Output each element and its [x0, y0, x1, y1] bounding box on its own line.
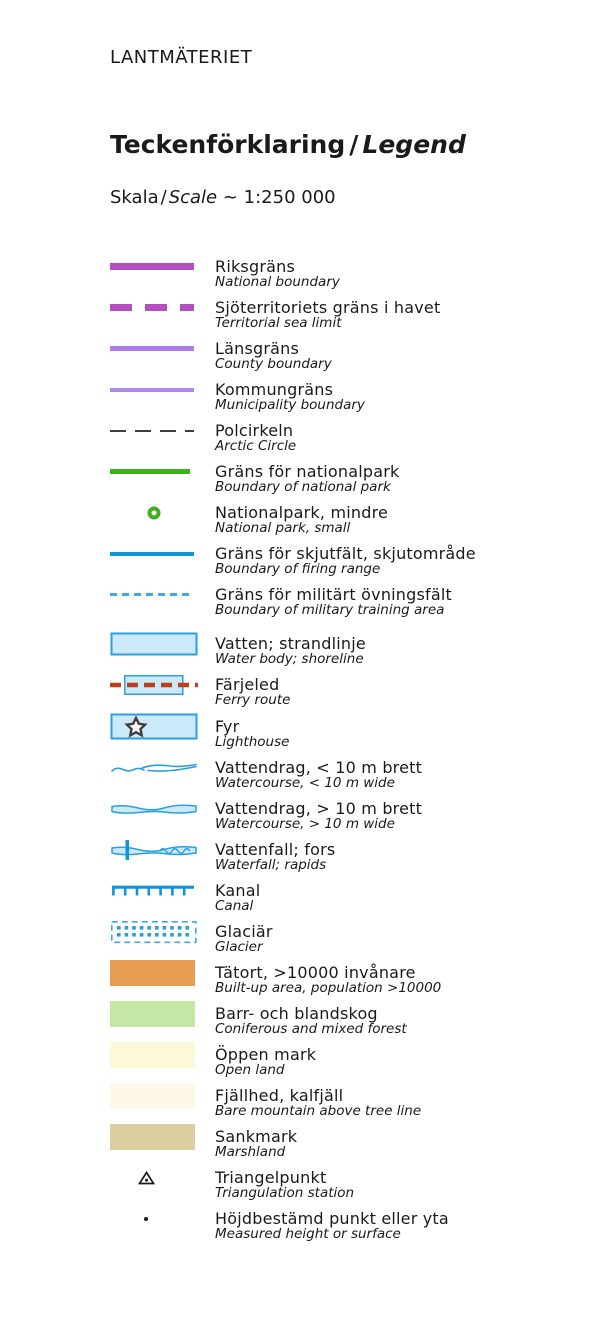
legend-row-military-training-area-boundary	[110, 586, 580, 617]
legend-label-county-boundary	[215, 340, 332, 371]
bare-mountain-symbol	[110, 1087, 198, 1104]
military-training-area-boundary-symbol	[110, 586, 198, 603]
label-english: National park, small	[215, 520, 351, 536]
label-english: Territorial sea limit	[215, 315, 342, 331]
watercourse-wide-symbol	[110, 800, 198, 817]
label-english: Ferry route	[215, 692, 291, 708]
legend-label-triangulation-station	[215, 1169, 354, 1200]
open-land-symbol	[110, 1046, 198, 1063]
label-english: Boundary of military training area	[215, 602, 445, 618]
legend-label-territorial-sea-limit	[215, 299, 440, 330]
legend-label-lighthouse	[215, 718, 289, 749]
legend-label-national-park-small	[215, 504, 388, 535]
waterfall-rapids-symbol	[110, 841, 198, 858]
legend-row-watercourse-wide	[110, 800, 580, 831]
national-boundary-symbol	[110, 258, 198, 275]
legend-row-canal	[110, 882, 580, 913]
page-title-english: Legend	[362, 130, 466, 159]
marshland-symbol	[110, 1128, 198, 1145]
label-swedish: Kanal	[215, 881, 261, 900]
label-english: Coniferous and mixed forest	[215, 1021, 407, 1037]
label-english: Bare mountain above tree line	[215, 1103, 422, 1119]
label-english: Open land	[215, 1062, 285, 1078]
legend-row-built-up-area	[110, 964, 580, 995]
measured-height-symbol	[110, 1210, 198, 1227]
label-swedish: Kommungräns	[215, 380, 334, 399]
label-english: Triangulation station	[215, 1185, 355, 1201]
label-english: Water body; shoreline	[215, 651, 364, 667]
legend-label-national-boundary	[215, 258, 340, 289]
legend-row-firing-range-boundary	[110, 545, 580, 576]
legend-row-water-body	[110, 635, 580, 666]
label-swedish: Färjeled	[215, 675, 280, 694]
label-swedish: Vattendrag, < 10 m brett	[215, 758, 423, 777]
label-english: Arctic Circle	[215, 438, 297, 454]
label-swedish: Höjdbestämd punkt eller yta	[215, 1209, 449, 1228]
page-title-swedish: Teckenförklaring	[110, 130, 346, 159]
point-dot	[144, 1217, 148, 1221]
legend-row-lighthouse	[110, 718, 580, 749]
label-english: Boundary of national park	[215, 479, 391, 495]
label-english: County boundary	[215, 356, 332, 372]
national-park-small-symbol	[110, 504, 198, 521]
legend-label-marshland	[215, 1128, 297, 1159]
national-park-boundary-symbol	[110, 463, 198, 480]
legend-label-ferry-route	[215, 676, 290, 707]
legend-row-coniferous-mixed-forest	[110, 1005, 580, 1036]
legend-row-open-land	[110, 1046, 580, 1077]
scale-separator: /	[160, 187, 167, 208]
legend-label-firing-range-boundary	[215, 545, 476, 576]
label-swedish: Gräns för skjutfält, skjutområde	[215, 544, 476, 563]
territorial-sea-limit-symbol	[110, 299, 198, 316]
scale-label-swedish: Skala	[110, 187, 159, 208]
label-swedish: Vattenfall; fors	[215, 840, 336, 859]
label-english: Waterfall; rapids	[215, 857, 327, 873]
legend-label-glacier	[215, 923, 273, 954]
legend-row-marshland	[110, 1128, 580, 1159]
legend-label-bare-mountain	[215, 1087, 421, 1118]
page-title	[110, 131, 580, 159]
label-english: Watercourse, > 10 m wide	[215, 816, 395, 832]
label-swedish: Vattendrag, > 10 m brett	[215, 799, 423, 818]
label-swedish: Öppen mark	[215, 1045, 317, 1064]
legend-row-measured-height	[110, 1210, 580, 1241]
label-english: Measured height or surface	[215, 1226, 401, 1242]
municipality-boundary-symbol	[110, 381, 198, 398]
legend-label-watercourse-wide	[215, 800, 422, 831]
label-swedish: Barr- och blandskog	[215, 1004, 378, 1023]
label-swedish: Riksgräns	[215, 257, 295, 276]
label-english: National boundary	[215, 274, 340, 290]
legend-row-national-boundary	[110, 258, 580, 289]
label-swedish: Triangelpunkt	[215, 1168, 327, 1187]
scale-label-english: Scale	[168, 187, 218, 208]
legend-label-waterfall-rapids	[215, 841, 335, 872]
legend-row-municipality-boundary	[110, 381, 580, 412]
label-swedish: Fyr	[215, 717, 240, 736]
label-swedish: Gräns för nationalpark	[215, 462, 400, 481]
label-swedish: Vatten; strandlinje	[215, 634, 366, 653]
legend-row-territorial-sea-limit	[110, 299, 580, 330]
legend-label-watercourse-narrow	[215, 759, 422, 790]
legend-label-national-park-boundary	[215, 463, 399, 494]
label-english: Boundary of firing range	[215, 561, 381, 577]
scale-line	[110, 187, 580, 209]
label-english: Glacier	[215, 939, 263, 955]
brand-logo-text: LANTMÄTERIET	[110, 47, 253, 68]
label-english: Lighthouse	[215, 734, 290, 750]
label-swedish: Tätort, >10000 invånare	[215, 963, 416, 982]
legend-label-water-body	[215, 635, 366, 666]
ferry-route-symbol	[110, 676, 198, 693]
label-swedish: Nationalpark, mindre	[215, 503, 389, 522]
firing-range-boundary-symbol	[110, 545, 198, 562]
legend-label-municipality-boundary	[215, 381, 365, 412]
label-english: Municipality boundary	[215, 397, 365, 413]
legend-label-coniferous-mixed-forest	[215, 1005, 407, 1036]
label-swedish: Länsgräns	[215, 339, 300, 358]
label-english: Watercourse, < 10 m wide	[215, 775, 395, 791]
legend-label-military-training-area-boundary	[215, 586, 452, 617]
county-boundary-symbol	[110, 340, 198, 357]
label-swedish: Glaciär	[215, 922, 273, 941]
legend-label-built-up-area	[215, 964, 441, 995]
legend-row-watercourse-narrow	[110, 759, 580, 790]
label-swedish: Sankmark	[215, 1127, 298, 1146]
coniferous-mixed-forest-symbol	[110, 1005, 198, 1022]
legend-label-open-land	[215, 1046, 316, 1077]
built-up-area-symbol	[110, 964, 198, 981]
label-swedish: Polcirkeln	[215, 421, 294, 440]
legend-row-bare-mountain	[110, 1087, 580, 1118]
legend-label-arctic-circle	[215, 422, 296, 453]
page-title-separator: /	[349, 130, 359, 159]
legend-row-ferry-route	[110, 676, 580, 707]
label-english: Marshland	[215, 1144, 286, 1160]
label-english: Built-up area, population >10000	[215, 980, 442, 996]
water-body-symbol	[110, 635, 198, 652]
label-swedish: Sjöterritoriets gräns i havet	[215, 298, 441, 317]
legend-label-canal	[215, 882, 260, 913]
label-swedish: Gräns för militärt övningsfält	[215, 585, 452, 604]
label-english: Canal	[215, 898, 254, 914]
triangulation-station-symbol	[110, 1169, 198, 1186]
legend-label-measured-height	[215, 1210, 449, 1241]
legend-row-national-park-small	[110, 504, 580, 535]
label-swedish: Fjällhed, kalfjäll	[215, 1086, 344, 1105]
legend-row-triangulation-station	[110, 1169, 580, 1200]
watercourse-narrow-symbol	[110, 759, 198, 776]
glacier-symbol	[110, 923, 198, 940]
legend-row-glacier	[110, 923, 580, 954]
legend-row-county-boundary	[110, 340, 580, 371]
legend-row-waterfall-rapids	[110, 841, 580, 872]
arctic-circle-symbol	[110, 422, 198, 439]
legend-row-arctic-circle	[110, 422, 580, 453]
legend-list	[110, 258, 580, 1241]
lighthouse-symbol	[110, 718, 198, 735]
legend-row-national-park-boundary	[110, 463, 580, 494]
scale-value: ~ 1:250 000	[222, 187, 336, 208]
canal-symbol	[110, 882, 198, 899]
